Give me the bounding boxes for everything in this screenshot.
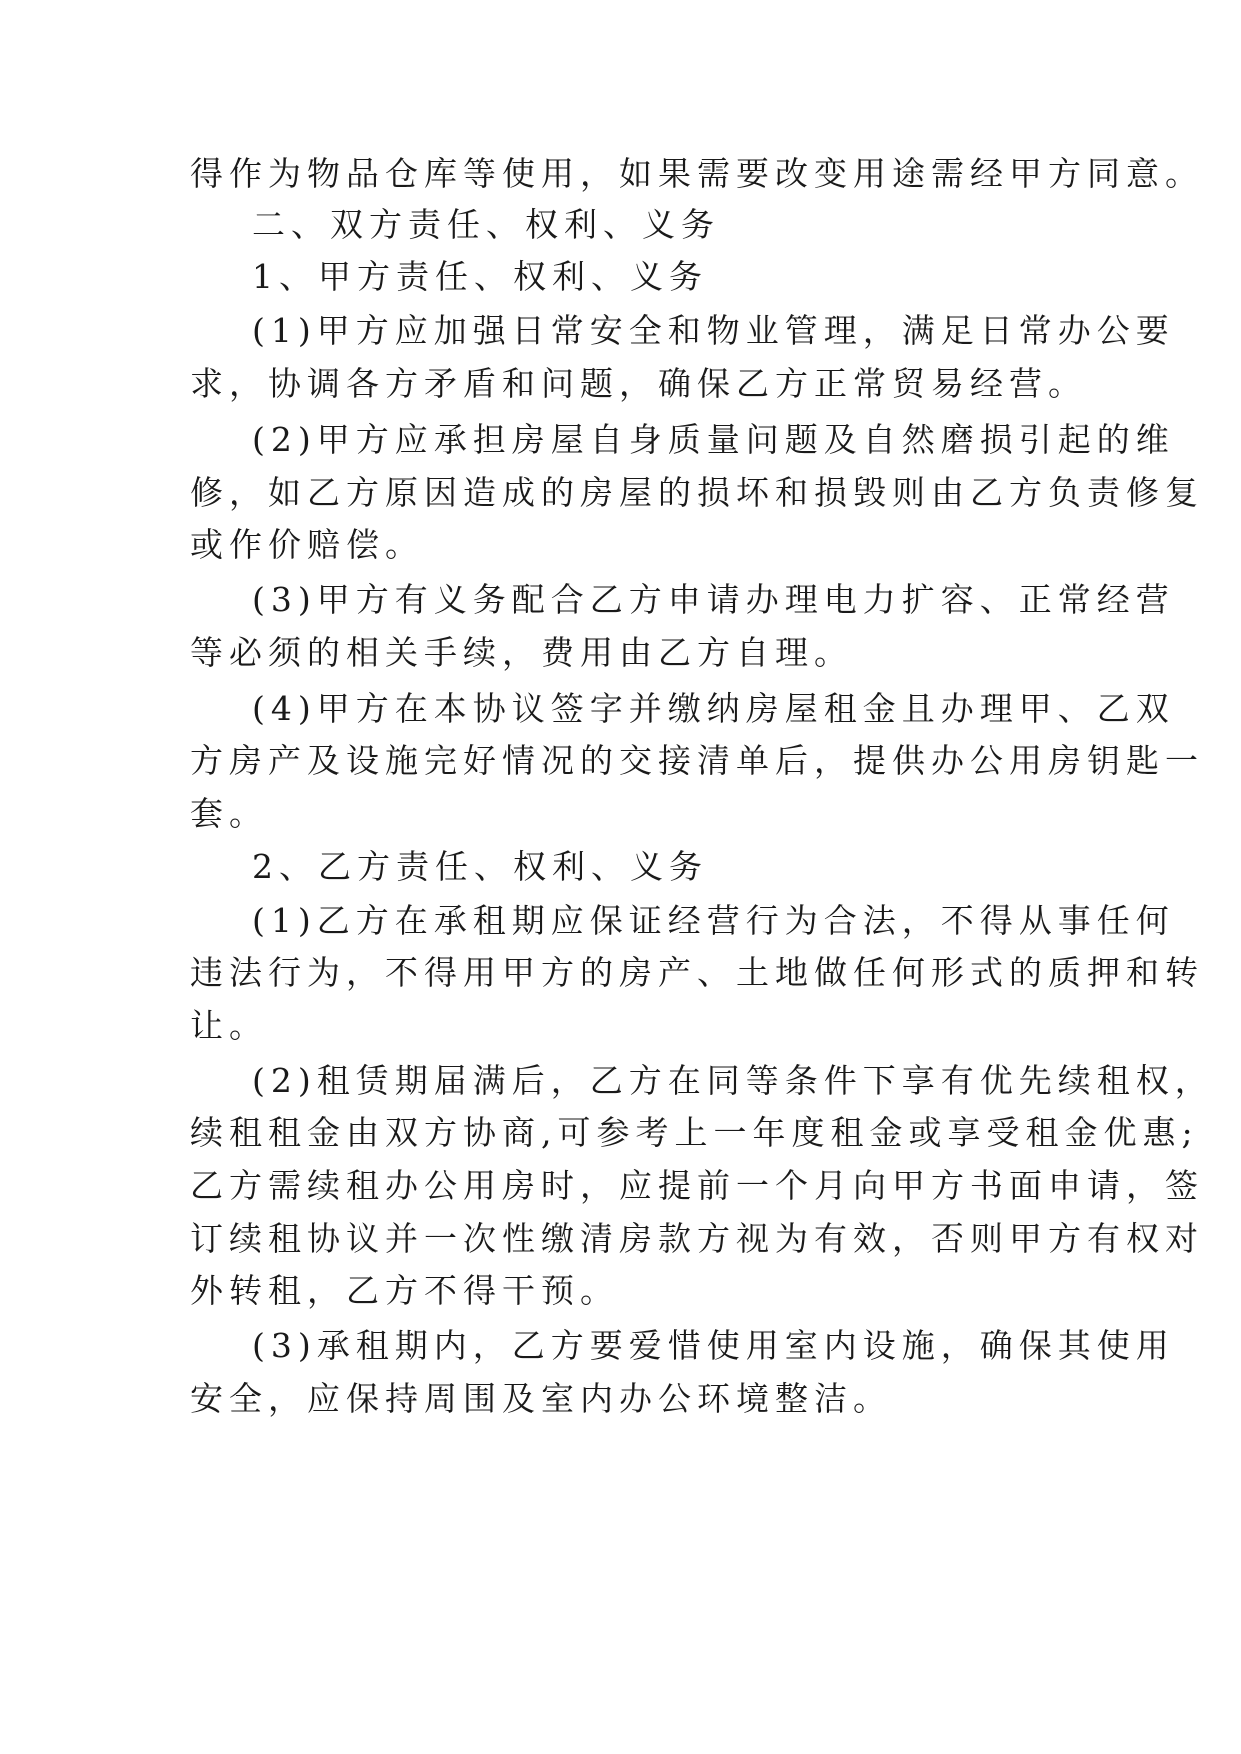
clause-line: 或作价赔偿。 bbox=[190, 525, 424, 564]
clause-line: (3)承租期内，乙方要爱惜使用室内设施，确保其使用 bbox=[252, 1326, 1175, 1365]
clause-line: (4)甲方在本协议签字并缴纳房屋租金且办理甲、乙双 bbox=[252, 689, 1175, 728]
clause-line: 套。 bbox=[190, 794, 268, 833]
clause-line: (2)租赁期届满后，乙方在同等条件下享有优先续租权， bbox=[252, 1061, 1214, 1100]
subsection-heading: 2、乙方责任、权利、义务 bbox=[252, 847, 708, 886]
clause-line: 违法行为，不得用甲方的房产、土地做任何形式的质押和转 bbox=[190, 953, 1204, 992]
clause-line: 方房产及设施完好情况的交接清单后，提供办公用房钥匙一 bbox=[190, 741, 1204, 780]
clause-line: (1)甲方应加强日常安全和物业管理，满足日常办公要 bbox=[252, 311, 1175, 350]
clause-line: 安全，应保持周围及室内办公环境整洁。 bbox=[190, 1379, 892, 1418]
clause-line: (1)乙方在承租期应保证经营行为合法，不得从事任何 bbox=[252, 901, 1175, 940]
clause-line: 求，协调各方矛盾和问题，确保乙方正常贸易经营。 bbox=[190, 364, 1087, 403]
body-text-line: 得作为物品仓库等使用，如果需要改变用途需经甲方同意。 bbox=[190, 154, 1204, 193]
clause-line: 乙方需续租办公用房时，应提前一个月向甲方书面申请，签 bbox=[190, 1166, 1204, 1205]
clause-line: 让。 bbox=[190, 1006, 268, 1045]
clause-line: 等必须的相关手续，费用由乙方自理。 bbox=[190, 633, 853, 672]
clause-line: 续租租金由双方协商,可参考上一年度租金或享受租金优惠; bbox=[190, 1113, 1199, 1152]
subsection-heading: 1、甲方责任、权利、义务 bbox=[252, 257, 708, 296]
clause-line: (3)甲方有义务配合乙方申请办理电力扩容、正常经营 bbox=[252, 580, 1175, 619]
clause-line: 修，如乙方原因造成的房屋的损坏和损毁则由乙方负责修复 bbox=[190, 473, 1204, 512]
section-heading: 二、双方责任、权利、义务 bbox=[252, 205, 720, 244]
clause-line: 外转租，乙方不得干预。 bbox=[190, 1271, 619, 1310]
clause-line: (2)甲方应承担房屋自身质量问题及自然磨损引起的维 bbox=[252, 420, 1175, 459]
clause-line: 订续租协议并一次性缴清房款方视为有效，否则甲方有权对 bbox=[190, 1219, 1204, 1258]
